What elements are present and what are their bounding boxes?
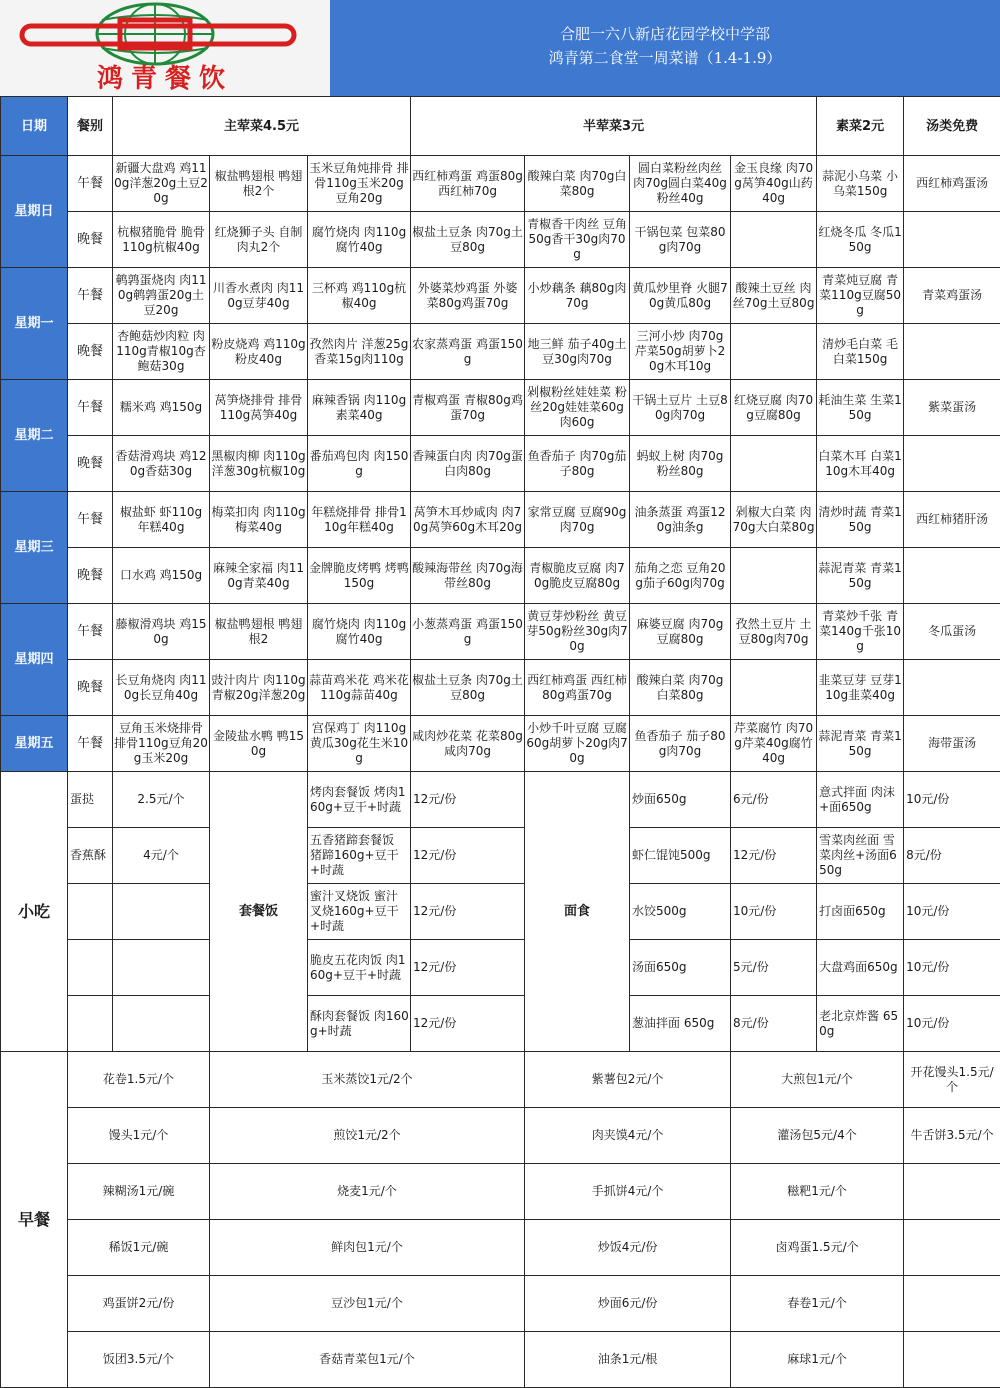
main-dish-cell: 川香水煮肉 肉110g豆芽40g (210, 268, 308, 324)
day-label: 星期二 (1, 380, 68, 492)
breakfast-item (904, 1276, 1000, 1332)
table-row (1, 492, 1000, 548)
half-dish-cell (731, 436, 817, 492)
noodle-item: 水饺500g (630, 884, 731, 940)
main-dish-cell: 糯米鸡 鸡150g (113, 380, 210, 436)
noodle-price: 10元/份 (904, 940, 1000, 996)
noodle-item: 炒面650g (630, 772, 731, 828)
table-row (1, 940, 1000, 996)
half-dish-cell: 三河小炒 肉70g芹菜50g胡萝卜20g木耳10g (630, 324, 731, 380)
main-dish-cell: 杏鲍菇炒肉粒 肉110g青椒10g杏鲍菇30g (113, 324, 210, 380)
table-row (1, 1164, 1000, 1220)
breakfast-item: 香菇青菜包1元/个 (210, 1332, 525, 1388)
main-dish-cell: 麻辣全家福 肉110g青菜40g (210, 548, 308, 604)
breakfast-item: 鸡蛋饼2元/份 (68, 1276, 210, 1332)
table-row (1, 1108, 1000, 1164)
breakfast-item (904, 1220, 1000, 1276)
half-dish-cell: 青椒脆皮豆腐 肉70g脆皮豆腐80g (525, 548, 630, 604)
half-dish-cell: 椒盐土豆条 肉70g土豆80g (411, 660, 525, 716)
veg-dish-cell: 清炒毛白菜 毛白菜150g (817, 324, 904, 380)
meal-label: 午餐 (68, 156, 113, 212)
set-meal-item: 脆皮五花肉饭 肉160g+豆干+时蔬 (308, 940, 411, 996)
day-label: 星期四 (1, 604, 68, 716)
half-dish-cell: 干锅土豆片 土豆80g肉70g (630, 380, 731, 436)
soup-cell: 青菜鸡蛋汤 (904, 268, 1000, 324)
snack-item (68, 884, 113, 940)
noodle-label: 面食 (525, 772, 630, 1052)
half-dish-cell: 干锅包菜 包菜80g肉70g (630, 212, 731, 268)
set-meal-price: 12元/份 (411, 996, 525, 1052)
globe-logo-icon (0, 0, 330, 66)
breakfast-item: 稀饭1元/碗 (68, 1220, 210, 1276)
main-dish-cell: 蒜苗鸡米花 鸡米花110g蒜苗40g (308, 660, 411, 716)
breakfast-item: 炒面6元/份 (525, 1276, 731, 1332)
half-dish-cell (731, 548, 817, 604)
half-dish-cell: 酸辣白菜 肉70g白菜80g (525, 156, 630, 212)
snack-section (1, 772, 1000, 1052)
veg-dish-cell: 蒜泥青菜 青菜150g (817, 716, 904, 772)
noodle-price: 8元/份 (904, 828, 1000, 884)
table-row (1, 1220, 1000, 1276)
snack-price (113, 884, 210, 940)
noodle-item: 葱油拌面 650g (630, 996, 731, 1052)
half-dish-cell: 农家蒸鸡蛋 鸡蛋150g (411, 324, 525, 380)
meal-label: 午餐 (68, 716, 113, 772)
soup-cell: 冬瓜蛋汤 (904, 604, 1000, 660)
half-dish-cell: 黄豆芽炒粉丝 黄豆芽50g粉丝30g肉70g (525, 604, 630, 660)
half-dish-cell: 小炒千叶豆腐 豆腐60g胡萝卜20g肉70g (525, 716, 630, 772)
soup-header: 汤类免费 (904, 97, 1000, 156)
noodle-item: 意式拌面 肉沫+面650g (817, 772, 904, 828)
table-row (1, 436, 1000, 492)
veg-dish-cell: 青菜炖豆腐 青菜110g豆腐50g (817, 268, 904, 324)
breakfast-item: 大煎包1元/个 (731, 1052, 904, 1108)
main-dish-cell: 腐竹烧肉 肉110g腐竹40g (308, 212, 411, 268)
half-dish-cell (731, 324, 817, 380)
table-row (1, 268, 1000, 324)
snack-item: 蛋挞 (68, 772, 113, 828)
meal-label: 晚餐 (68, 212, 113, 268)
breakfast-item: 手抓饼4元/个 (525, 1164, 731, 1220)
breakfast-item: 糍粑1元/个 (731, 1164, 904, 1220)
breakfast-item: 饭团3.5元/个 (68, 1332, 210, 1388)
table-row (1, 772, 1000, 828)
breakfast-item: 炒饭4元/份 (525, 1220, 731, 1276)
breakfast-item: 辣糊汤1元/碗 (68, 1164, 210, 1220)
half-dish-cell: 莴笋木耳炒咸肉 肉70g莴笋60g木耳20g (411, 492, 525, 548)
meal-label: 午餐 (68, 604, 113, 660)
half-dish-cell: 外婆菜炒鸡蛋 外婆菜80g鸡蛋70g (411, 268, 525, 324)
main-dish-cell: 椒盐虾 虾110g年糕40g (113, 492, 210, 548)
meal-label: 午餐 (68, 268, 113, 324)
soup-cell: 紫菜蛋汤 (904, 380, 1000, 436)
main-dish-cell: 麻辣香锅 肉110g素菜40g (308, 380, 411, 436)
half-dish-cell: 酸辣土豆丝 肉丝70g土豆80g (731, 268, 817, 324)
date-header: 日期 (1, 97, 68, 156)
half-dish-cell: 鱼香茄子 肉70g茄子80g (525, 436, 630, 492)
main-dish-cell: 金陵盐水鸭 鸭150g (210, 716, 308, 772)
main-dish-cell: 新疆大盘鸡 鸡110g洋葱20g土豆20g (113, 156, 210, 212)
half-dish-cell: 油条蒸蛋 鸡蛋120g油条g (630, 492, 731, 548)
half-dish-cell: 家常豆腐 豆腐90g肉70g (525, 492, 630, 548)
set-meal-price: 12元/份 (411, 828, 525, 884)
half-dish-cell: 西红柿鸡蛋 西红柿80g鸡蛋70g (525, 660, 630, 716)
table-row (1, 660, 1000, 716)
meal-label: 晚餐 (68, 436, 113, 492)
veg-dish-cell: 耗油生菜 生菜150g (817, 380, 904, 436)
main-dish-cell: 玉米豆角炖排骨 排骨110g玉米20g豆角20g (308, 156, 411, 212)
half-dish-cell (731, 212, 817, 268)
set-meal-item: 蜜汁叉烧饭 蜜汁叉烧160g+豆干+时蔬 (308, 884, 411, 940)
main-dish-cell: 豉汁肉片 肉110g青椒20g洋葱20g (210, 660, 308, 716)
snack-item: 香蕉酥 (68, 828, 113, 884)
table-row (1, 884, 1000, 940)
noodle-item: 打卤面650g (817, 884, 904, 940)
day-label: 星期五 (1, 716, 68, 772)
noodle-price: 12元/份 (731, 828, 817, 884)
set-meal-item: 五香猪蹄套餐饭 猪蹄160g+豆干+时蔬 (308, 828, 411, 884)
meal-label: 午餐 (68, 380, 113, 436)
half-dish-cell: 圆白菜粉丝肉丝 肉70g圆白菜40g粉丝40g (630, 156, 731, 212)
snack-price: 4元/个 (113, 828, 210, 884)
main-dish-cell: 红烧狮子头 自制肉丸2个 (210, 212, 308, 268)
half-dish-cell: 咸肉炒花菜 花菜80g咸肉70g (411, 716, 525, 772)
breakfast-section-label: 早餐 (1, 1052, 68, 1388)
half-dish-cell: 香辣蛋白肉 肉70g蛋白肉80g (411, 436, 525, 492)
snack-price (113, 996, 210, 1052)
breakfast-item: 玉米蒸饺1元/2个 (210, 1052, 525, 1108)
main-dish-cell: 藤椒滑鸡块 鸡150g (113, 604, 210, 660)
snack-price: 2.5元/个 (113, 772, 210, 828)
main-dish-cell: 宫保鸡丁 肉110g黄瓜30g花生米10g (308, 716, 411, 772)
half-dish-cell: 黄瓜炒里脊 火腿70g黄瓜80g (630, 268, 731, 324)
header-row (1, 97, 1000, 156)
half-dish-cell: 地三鲜 茄子40g土豆30g肉70g (525, 324, 630, 380)
noodle-price: 10元/份 (904, 884, 1000, 940)
noodle-price: 5元/份 (731, 940, 817, 996)
snack-item (68, 996, 113, 1052)
breakfast-item: 开花馒头1.5元/个 (904, 1052, 1000, 1108)
veg-dish-cell: 红烧冬瓜 冬瓜150g (817, 212, 904, 268)
half-dish-cell: 红烧豆腐 肉70g豆腐80g (731, 380, 817, 436)
main-dish-cell: 三杯鸡 鸡110g杭椒40g (308, 268, 411, 324)
meal-label: 晚餐 (68, 660, 113, 716)
soup-cell (904, 212, 1000, 268)
breakfast-item: 春卷1元/个 (731, 1276, 904, 1332)
header-banner (0, 0, 1000, 96)
breakfast-item: 馒头1元/个 (68, 1108, 210, 1164)
table-row (1, 380, 1000, 436)
main-dish-cell: 椒盐鸭翅根 鸭翅根2个 (210, 156, 308, 212)
snack-section-label: 小吃 (1, 772, 68, 1052)
breakfast-item: 紫薯包2元/个 (525, 1052, 731, 1108)
meal-label: 午餐 (68, 492, 113, 548)
noodle-price: 10元/份 (904, 996, 1000, 1052)
brand-name: 鸿青餐饮 (0, 64, 330, 94)
table-row (1, 604, 1000, 660)
day-label: 星期一 (1, 268, 68, 380)
veg-dish-header: 素菜2元 (817, 97, 904, 156)
set-meal-label: 套餐饭 (210, 772, 308, 1052)
table-row (1, 1052, 1000, 1108)
main-dish-cell: 椒盐鸭翅根 鸭翅根2 (210, 604, 308, 660)
half-dish-cell: 芹菜腐竹 肉70g芹菜40g腐竹40g (731, 716, 817, 772)
main-dish-cell: 年糕烧排骨 排骨110g年糕40g (308, 492, 411, 548)
half-dish-cell: 小炒藕条 藕80g肉70g (525, 268, 630, 324)
main-dish-header: 主荤菜4.5元 (113, 97, 411, 156)
soup-cell: 西红柿鸡蛋汤 (904, 156, 1000, 212)
veg-dish-cell: 蒜泥青菜 青菜150g (817, 548, 904, 604)
main-dish-cell: 莴笋烧排骨 排骨110g莴笋40g (210, 380, 308, 436)
menu-table (0, 96, 1000, 1388)
main-dish-cell: 腐竹烧肉 肉110g腐竹40g (308, 604, 411, 660)
week-menu (1, 97, 1000, 772)
set-meal-price: 12元/份 (411, 884, 525, 940)
breakfast-item: 烧麦1元/个 (210, 1164, 525, 1220)
soup-cell: 西红柿猪肝汤 (904, 492, 1000, 548)
table-row (1, 548, 1000, 604)
main-dish-cell: 粉皮烧鸡 鸡110g粉皮40g (210, 324, 308, 380)
veg-dish-cell: 青菜炒千张 青菜140g千张10g (817, 604, 904, 660)
half-dish-cell: 酸辣白菜 肉70g白菜80g (630, 660, 731, 716)
soup-cell (904, 436, 1000, 492)
half-dish-cell: 茄角之恋 豆角20g茄子60g肉70g (630, 548, 731, 604)
breakfast-item: 卤鸡蛋1.5元/个 (731, 1220, 904, 1276)
half-dish-cell: 蚂蚁上树 肉70g粉丝80g (630, 436, 731, 492)
veg-dish-cell: 韭菜豆芽 豆芽110g韭菜40g (817, 660, 904, 716)
breakfast-item (904, 1332, 1000, 1388)
soup-cell (904, 548, 1000, 604)
menu-week-title: 鸿青第二食堂一周菜谱（1.4-1.9） (330, 46, 1000, 70)
table-row (1, 156, 1000, 212)
noodle-price: 6元/份 (731, 772, 817, 828)
breakfast-item: 煎饺1元/2个 (210, 1108, 525, 1164)
breakfast-item: 肉夹馍4元/个 (525, 1108, 731, 1164)
table-row (1, 828, 1000, 884)
main-dish-cell: 梅菜扣肉 肉110g梅菜40g (210, 492, 308, 548)
page-title (330, 22, 1000, 70)
day-label: 星期日 (1, 156, 68, 268)
breakfast-item: 麻球1元/个 (731, 1332, 904, 1388)
snack-item (68, 940, 113, 996)
table-row (1, 1332, 1000, 1388)
set-meal-price: 12元/份 (411, 772, 525, 828)
set-meal-item: 酥肉套餐饭 肉160g+时蔬 (308, 996, 411, 1052)
half-dish-cell (731, 660, 817, 716)
noodle-item: 汤面650g (630, 940, 731, 996)
table-row (1, 324, 1000, 380)
half-dish-cell: 青椒香干肉丝 豆角50g香干30g肉70g (525, 212, 630, 268)
main-dish-cell: 番茄鸡包肉 肉150g (308, 436, 411, 492)
half-dish-cell: 小葱蒸鸡蛋 鸡蛋150g (411, 604, 525, 660)
noodle-item: 雪菜肉丝面 雪菜肉丝+汤面650g (817, 828, 904, 884)
veg-dish-cell: 白菜木耳 白菜110g木耳40g (817, 436, 904, 492)
main-dish-cell: 口水鸡 鸡150g (113, 548, 210, 604)
main-dish-cell: 豆角玉米烧排骨 排骨110g豆角20g玉米20g (113, 716, 210, 772)
noodle-price: 10元/份 (731, 884, 817, 940)
breakfast-item: 油条1元/根 (525, 1332, 731, 1388)
meal-header: 餐别 (68, 97, 113, 156)
half-dish-cell: 剁椒大白菜 肉70g大白菜80g (731, 492, 817, 548)
set-meal-price: 12元/份 (411, 940, 525, 996)
table-row (1, 716, 1000, 772)
half-dish-header: 半荤菜3元 (411, 97, 817, 156)
soup-cell (904, 324, 1000, 380)
breakfast-item: 花卷1.5元/个 (68, 1052, 210, 1108)
half-dish-cell: 金玉良缘 肉70g莴笋40g山药40g (731, 156, 817, 212)
noodle-item: 虾仁馄饨500g (630, 828, 731, 884)
breakfast-item: 灌汤包5元/4个 (731, 1108, 904, 1164)
soup-cell (904, 660, 1000, 716)
table-row (1, 1276, 1000, 1332)
main-dish-cell: 杭椒猪脆骨 脆骨110g杭椒40g (113, 212, 210, 268)
main-dish-cell: 香菇滑鸡块 鸡120g香菇30g (113, 436, 210, 492)
breakfast-item: 鲜肉包1元/个 (210, 1220, 525, 1276)
veg-dish-cell: 蒜泥小乌菜 小乌菜150g (817, 156, 904, 212)
noodle-item: 老北京炸酱 650g (817, 996, 904, 1052)
breakfast-item: 牛舌饼3.5元/个 (904, 1108, 1000, 1164)
brand-logo (0, 0, 330, 96)
day-label: 星期三 (1, 492, 68, 604)
breakfast-item (904, 1164, 1000, 1220)
breakfast-section (1, 1052, 1000, 1388)
half-dish-cell: 西红柿鸡蛋 鸡蛋80g西红柿70g (411, 156, 525, 212)
half-dish-cell: 孜然土豆片 土豆80g肉70g (731, 604, 817, 660)
noodle-price: 10元/份 (904, 772, 1000, 828)
snack-price (113, 940, 210, 996)
soup-cell: 海带蛋汤 (904, 716, 1000, 772)
half-dish-cell: 椒盐土豆条 肉70g土豆80g (411, 212, 525, 268)
main-dish-cell: 孜然肉片 洋葱25g香菜15g肉110g (308, 324, 411, 380)
breakfast-item: 豆沙包1元/个 (210, 1276, 525, 1332)
school-name: 合肥一六八新店花园学校中学部 (330, 22, 1000, 46)
half-dish-cell: 青椒鸡蛋 青椒80g鸡蛋70g (411, 380, 525, 436)
half-dish-cell: 酸辣海带丝 肉70g海带丝80g (411, 548, 525, 604)
set-meal-item: 烤肉套餐饭 烤肉160g+豆干+时蔬 (308, 772, 411, 828)
half-dish-cell: 剁椒粉丝娃娃菜 粉丝20g娃娃菜60g肉60g (525, 380, 630, 436)
half-dish-cell: 鱼香茄子 茄子80g肉70g (630, 716, 731, 772)
table-row (1, 996, 1000, 1052)
main-dish-cell: 黑椒肉柳 肉110g洋葱30g杭椒10g (210, 436, 308, 492)
noodle-item: 大盘鸡面650g (817, 940, 904, 996)
noodle-price: 8元/份 (731, 996, 817, 1052)
half-dish-cell: 麻婆豆腐 肉70g豆腐80g (630, 604, 731, 660)
veg-dish-cell: 清炒时蔬 青菜150g (817, 492, 904, 548)
table-row (1, 212, 1000, 268)
meal-label: 晚餐 (68, 548, 113, 604)
main-dish-cell: 鹌鹑蛋烧肉 肉110g鹌鹑蛋20g土豆20g (113, 268, 210, 324)
main-dish-cell: 金牌脆皮烤鸭 烤鸭150g (308, 548, 411, 604)
meal-label: 晚餐 (68, 324, 113, 380)
main-dish-cell: 长豆角烧肉 肉110g长豆角40g (113, 660, 210, 716)
